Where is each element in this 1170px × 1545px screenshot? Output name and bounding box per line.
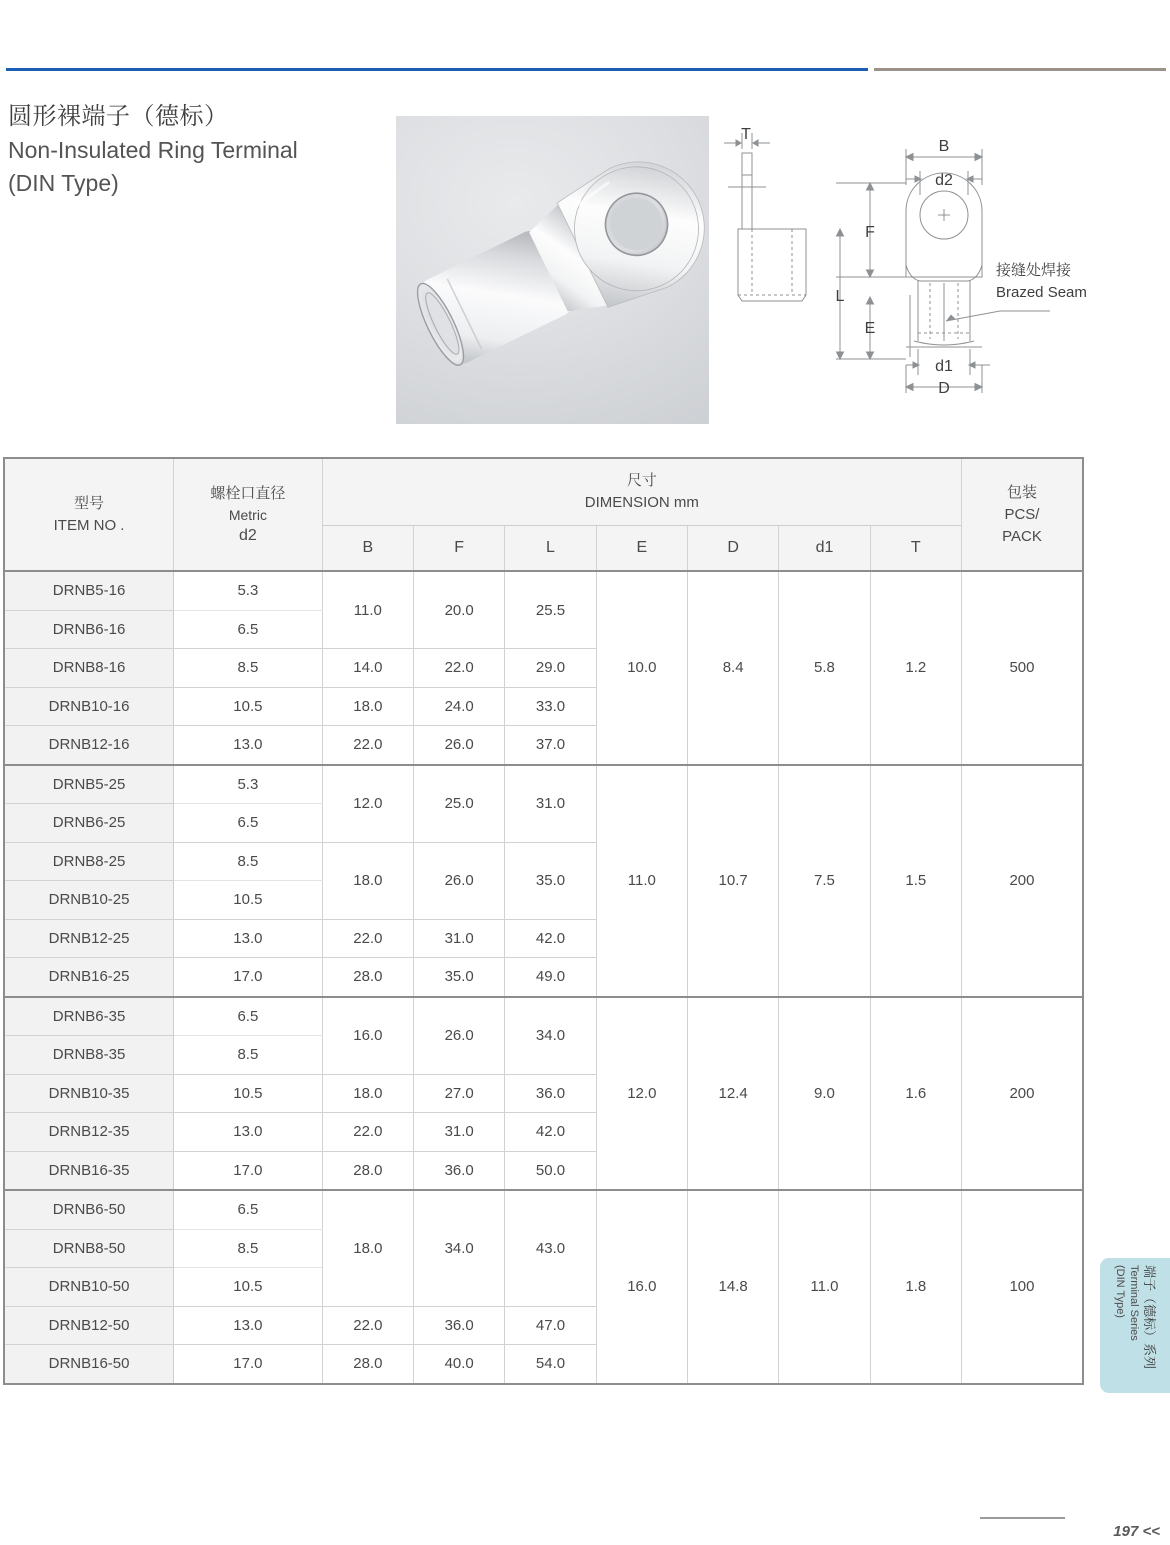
header-dim-L: L <box>505 526 596 572</box>
header-rule-blue <box>6 68 868 71</box>
cell-d2: 6.5 <box>174 804 323 843</box>
header-bolt-diameter-cn: 螺栓口直径 <box>210 485 286 502</box>
cell-d2: 13.0 <box>174 1306 323 1345</box>
cell-b: 18.0 <box>322 842 413 919</box>
header-rule-tan <box>874 68 1166 71</box>
cell-f: 20.0 <box>414 571 505 649</box>
cell-d2: 8.5 <box>174 1229 323 1268</box>
cell-b: 28.0 <box>322 1345 413 1384</box>
cell-f: 31.0 <box>414 919 505 958</box>
cell-l: 25.5 <box>505 571 596 649</box>
cell-d: 8.4 <box>687 571 778 765</box>
cell-d1: 7.5 <box>779 765 870 997</box>
header-dimension-en: DIMENSION mm <box>584 494 699 511</box>
cell-item-no: DRNB12-16 <box>4 726 174 765</box>
table-row <box>4 571 1083 610</box>
cell-item-no: DRNB10-16 <box>4 687 174 726</box>
cell-t: 1.8 <box>870 1190 961 1384</box>
page-title-en-line1: Non-Insulated Ring Terminal <box>8 137 298 163</box>
cell-b: 22.0 <box>322 726 413 765</box>
cell-l: 50.0 <box>505 1151 596 1190</box>
side-tab-label-cn: 端子（德标）系列 <box>1142 1265 1157 1370</box>
page-title-cn: 圆形裸端子（德标） <box>8 103 229 130</box>
header-dimension <box>322 458 961 526</box>
header-dim-F: F <box>414 526 505 572</box>
cell-pack: 100 <box>961 1190 1083 1384</box>
header-item-no <box>4 458 174 571</box>
cell-b: 28.0 <box>322 1151 413 1190</box>
cell-b: 11.0 <box>322 571 413 649</box>
cell-item-no: DRNB12-25 <box>4 919 174 958</box>
cell-l: 31.0 <box>505 765 596 843</box>
specification-table <box>3 457 1084 1385</box>
cell-d2: 10.5 <box>174 881 323 920</box>
header-rules <box>0 68 1170 72</box>
cell-item-no: DRNB5-16 <box>4 571 174 610</box>
footer-rule <box>980 1517 1065 1519</box>
brazed-seam-label-en: Brazed Seam <box>996 284 1087 301</box>
header-dim-E: E <box>596 526 687 572</box>
cell-item-no: DRNB6-35 <box>4 997 174 1036</box>
header-bolt-d2: d2 <box>239 527 257 544</box>
table-header <box>4 458 1083 571</box>
header-packing-en1: PCS/ <box>1004 505 1040 523</box>
drawing-label-d1: d1 <box>935 358 953 375</box>
table-body <box>4 571 1083 1384</box>
cell-item-no: DRNB10-50 <box>4 1268 174 1307</box>
cell-f: 26.0 <box>414 726 505 765</box>
cell-item-no: DRNB16-50 <box>4 1345 174 1384</box>
table-row <box>4 1190 1083 1229</box>
cell-l: 43.0 <box>505 1190 596 1306</box>
header-dim-T: T <box>870 526 961 572</box>
side-tab-label-en1: Terminal Series <box>1128 1265 1140 1341</box>
cell-d1: 5.8 <box>779 571 870 765</box>
cell-l: 35.0 <box>505 842 596 919</box>
cell-item-no: DRNB8-50 <box>4 1229 174 1268</box>
header-packing-en2: PACK <box>1002 527 1042 545</box>
cell-l: 29.0 <box>505 649 596 688</box>
cell-item-no: DRNB6-25 <box>4 804 174 843</box>
header-bolt-metric: Metric <box>228 507 267 523</box>
cell-b: 18.0 <box>322 687 413 726</box>
cell-d2: 8.5 <box>174 1036 323 1075</box>
cell-d2: 13.0 <box>174 1113 323 1152</box>
cell-b: 22.0 <box>322 1306 413 1345</box>
cell-f: 26.0 <box>414 842 505 919</box>
cell-item-no: DRNB10-25 <box>4 881 174 920</box>
side-tab-label-en2: (DIN Type) <box>1114 1265 1126 1318</box>
page-title <box>8 100 388 200</box>
cell-d2: 5.3 <box>174 765 323 804</box>
cell-b: 12.0 <box>322 765 413 843</box>
cell-l: 37.0 <box>505 726 596 765</box>
table-row <box>4 997 1083 1036</box>
page-title-en-line2: (DIN Type) <box>8 170 119 196</box>
header-packing-cn: 包装 <box>1006 483 1037 501</box>
cell-d: 14.8 <box>687 1190 778 1384</box>
cell-item-no: DRNB5-25 <box>4 765 174 804</box>
table-row <box>4 765 1083 804</box>
cell-b: 28.0 <box>322 958 413 997</box>
cell-f: 34.0 <box>414 1190 505 1306</box>
cell-d2: 5.3 <box>174 571 323 610</box>
cell-item-no: DRNB16-25 <box>4 958 174 997</box>
cell-d2: 6.5 <box>174 1190 323 1229</box>
cell-b: 14.0 <box>322 649 413 688</box>
cell-d2: 6.5 <box>174 997 323 1036</box>
cell-d2: 13.0 <box>174 919 323 958</box>
cell-f: 31.0 <box>414 1113 505 1152</box>
cell-pack: 200 <box>961 765 1083 997</box>
cell-d2: 10.5 <box>174 1074 323 1113</box>
cell-b: 22.0 <box>322 919 413 958</box>
cell-l: 54.0 <box>505 1345 596 1384</box>
cell-f: 36.0 <box>414 1306 505 1345</box>
cell-d2: 17.0 <box>174 1345 323 1384</box>
cell-b: 22.0 <box>322 1113 413 1152</box>
cell-d: 12.4 <box>687 997 778 1191</box>
cell-f: 36.0 <box>414 1151 505 1190</box>
cell-f: 26.0 <box>414 997 505 1075</box>
cell-f: 40.0 <box>414 1345 505 1384</box>
drawing-label-D: D <box>938 380 950 397</box>
drawing-label-d2: d2 <box>935 172 953 189</box>
cell-item-no: DRNB10-35 <box>4 1074 174 1113</box>
brazed-seam-label-cn: 接缝处焊接 <box>996 262 1072 279</box>
cell-l: 49.0 <box>505 958 596 997</box>
cell-l: 36.0 <box>505 1074 596 1113</box>
technical-drawing <box>710 125 1170 425</box>
cell-item-no: DRNB12-50 <box>4 1306 174 1345</box>
cell-pack: 200 <box>961 997 1083 1191</box>
cell-f: 35.0 <box>414 958 505 997</box>
cell-item-no: DRNB8-16 <box>4 649 174 688</box>
cell-e: 10.0 <box>596 571 687 765</box>
cell-f: 27.0 <box>414 1074 505 1113</box>
cell-t: 1.2 <box>870 571 961 765</box>
cell-e: 12.0 <box>596 997 687 1191</box>
cell-d2: 8.5 <box>174 649 323 688</box>
cell-l: 33.0 <box>505 687 596 726</box>
drawing-label-T: T <box>741 126 751 143</box>
cell-d2: 10.5 <box>174 687 323 726</box>
cell-l: 47.0 <box>505 1306 596 1345</box>
cell-f: 22.0 <box>414 649 505 688</box>
drawing-label-L: L <box>835 288 845 305</box>
cell-d2: 17.0 <box>174 958 323 997</box>
header-item-no-cn: 型号 <box>74 494 105 512</box>
cell-e: 11.0 <box>596 765 687 997</box>
cell-f: 24.0 <box>414 687 505 726</box>
header-dim-D: D <box>687 526 778 572</box>
header-dim-B: B <box>322 526 413 572</box>
drawing-label-F: F <box>865 224 875 241</box>
cell-item-no: DRNB12-35 <box>4 1113 174 1152</box>
cell-t: 1.5 <box>870 765 961 997</box>
cell-l: 42.0 <box>505 919 596 958</box>
header-item-no-en: ITEM NO . <box>53 516 125 534</box>
drawing-label-B: B <box>938 138 950 155</box>
header-bolt-diameter <box>174 458 323 571</box>
header-dim-d1: d1 <box>779 526 870 572</box>
cell-item-no: DRNB6-16 <box>4 610 174 649</box>
cell-t: 1.6 <box>870 997 961 1191</box>
cell-item-no: DRNB16-35 <box>4 1151 174 1190</box>
side-tab-terminal-series <box>1100 1258 1170 1393</box>
cell-d2: 17.0 <box>174 1151 323 1190</box>
product-photo <box>396 116 709 424</box>
cell-pack: 500 <box>961 571 1083 765</box>
cell-item-no: DRNB6-50 <box>4 1190 174 1229</box>
cell-item-no: DRNB8-25 <box>4 842 174 881</box>
page-number: 197 << <box>1113 1523 1160 1540</box>
cell-b: 16.0 <box>322 997 413 1075</box>
cell-d1: 11.0 <box>779 1190 870 1384</box>
header-packing <box>961 458 1083 571</box>
cell-d2: 6.5 <box>174 610 323 649</box>
cell-d2: 10.5 <box>174 1268 323 1307</box>
cell-d1: 9.0 <box>779 997 870 1191</box>
cell-b: 18.0 <box>322 1074 413 1113</box>
cell-l: 34.0 <box>505 997 596 1075</box>
cell-l: 42.0 <box>505 1113 596 1152</box>
cell-b: 18.0 <box>322 1190 413 1306</box>
cell-d: 10.7 <box>687 765 778 997</box>
cell-e: 16.0 <box>596 1190 687 1384</box>
drawing-label-E: E <box>864 320 876 337</box>
header-dimension-cn: 尺寸 <box>626 472 657 489</box>
cell-item-no: DRNB8-35 <box>4 1036 174 1075</box>
cell-d2: 13.0 <box>174 726 323 765</box>
cell-d2: 8.5 <box>174 842 323 881</box>
cell-f: 25.0 <box>414 765 505 843</box>
